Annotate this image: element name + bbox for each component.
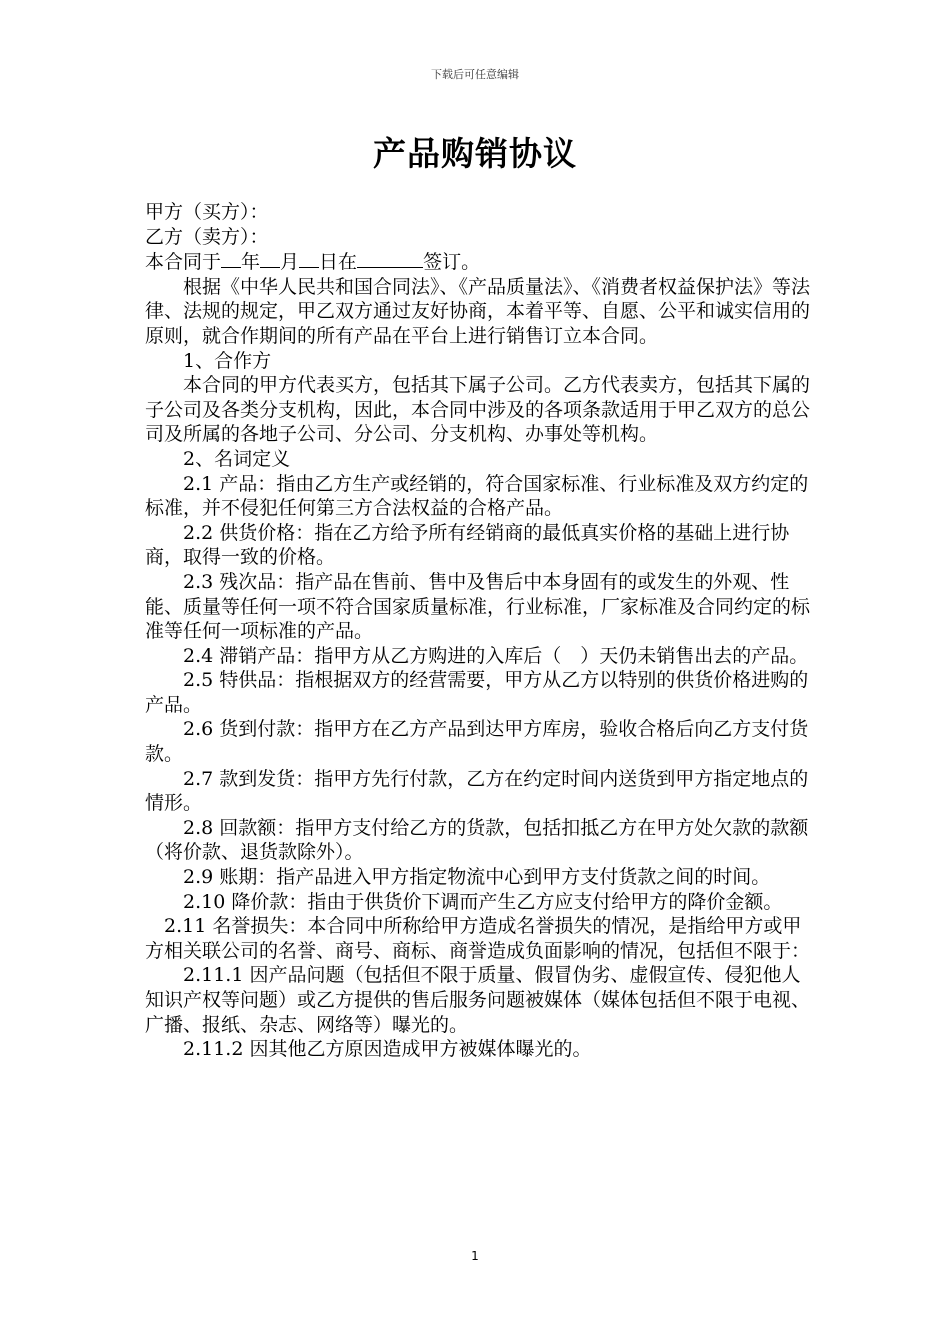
page-header-note: 下载后可任意编辑 [431, 68, 519, 81]
signing-line [145, 249, 813, 275]
definition-2-9: 2.9 账期：指产品进入甲方指定物流中心到甲方支付货款之间的时间。 [183, 866, 771, 889]
section-heading-definitions: 2、名词定义 [183, 447, 291, 470]
party-b-line: 乙方（卖方）： [145, 225, 269, 248]
definition-2-5: 2.5 特供品：指根据双方的经营需要，甲方从乙方以特别的供货价格进购的产品。 [145, 669, 809, 716]
year-label: 年 [241, 251, 261, 274]
definition-2-3: 2.3 残次品：指产品在售前、售中及售后中本身固有的或发生的外观、性能、质量等任何一项不符合国家质量标准，行业标准，厂家标准及合同约定的标准等任何一项标准的产品。 [145, 570, 811, 643]
definition-2-11-1: 2.11.1 因产品问题（包括但不限于质量、假冒伪劣、虚假宣传、侵犯他人知识产权等问题）或乙方提供的售后服务问题被媒体（媒体包括但不限于电视、广播、报纸、杂志、网络等）曝光的。 [145, 964, 811, 1036]
definition-2-8: 2.8 回款额：指甲方支付给乙方的货款，包括扣抵乙方在甲方处欠款的款额（将价款、退货款除外）。 [145, 816, 809, 864]
year-blank [221, 249, 241, 268]
place-blank [357, 249, 423, 268]
signing-text-end: 签订。 [423, 251, 481, 274]
document-body [145, 200, 813, 1062]
section-heading-parties: 1、合作方 [183, 349, 272, 372]
day-blank [299, 249, 319, 268]
document-title: 产品购销协议 [373, 134, 577, 173]
definition-2-7: 2.7 款到发货：指甲方先行付款，乙方在约定时间内送货到甲方指定地点的情形。 [145, 767, 809, 815]
definition-2-10: 2.10 降价款：指由于供货价下调而产生乙方应支付给甲方的降价金额。 [183, 890, 783, 913]
paragraph-preamble: 根据《中华人民共和国合同法》、《产品质量法》、《消费者权益保护法》等法律、法规的规定，甲乙双方通过友好协商，本着平等、自愿、公平和诚实信用的原则，就合作期间的所有产品在平台上进行销售订立本合同。 [145, 275, 811, 347]
definition-2-11: 2.11 名誉损失：本合同中所称给甲方造成名誉损失的情况，是指给甲方或甲方相关联公司的名誉、商号、商标、商誉造成负面影响的情况，包括但不限于： [145, 915, 811, 962]
day-label: 日在 [319, 251, 358, 274]
definition-2-2: 2.2 供货价格：指在乙方给予所有经销商的最低真实价格的基础上进行协商，取得一致的价格。 [145, 521, 790, 569]
page-number: 1 [471, 1249, 479, 1263]
signing-text-start: 本合同于 [145, 251, 222, 274]
party-a-line: 甲方（买方）： [145, 201, 269, 223]
definition-2-11-2: 2.11.2 因其他乙方原因造成甲方被媒体曝光的。 [183, 1038, 592, 1061]
month-label: 月 [280, 251, 300, 274]
month-blank [260, 249, 280, 268]
definition-2-4: 2.4 滞销产品：指甲方从乙方购进的入库后（ ）天仍未销售出去的产品。 [183, 644, 809, 667]
definition-2-1: 2.1 产品：指由乙方生产或经销的，符合国家标准、行业标准及双方约定的标准，并不侵犯任何第三方合法权益的合格产品。 [145, 472, 809, 520]
paragraph-parties: 本合同的甲方代表买方，包括其下属子公司。乙方代表卖方，包括其下属的子公司及各类分支机构，因此，本合同中涉及的各项条款适用于甲乙双方的总公司及所属的各地子公司、分公司、分支机构、办事处等机构。 [145, 374, 811, 446]
definition-2-6: 2.6 货到付款：指甲方在乙方产品到达甲方库房，验收合格后向乙方支付货款。 [145, 718, 809, 766]
